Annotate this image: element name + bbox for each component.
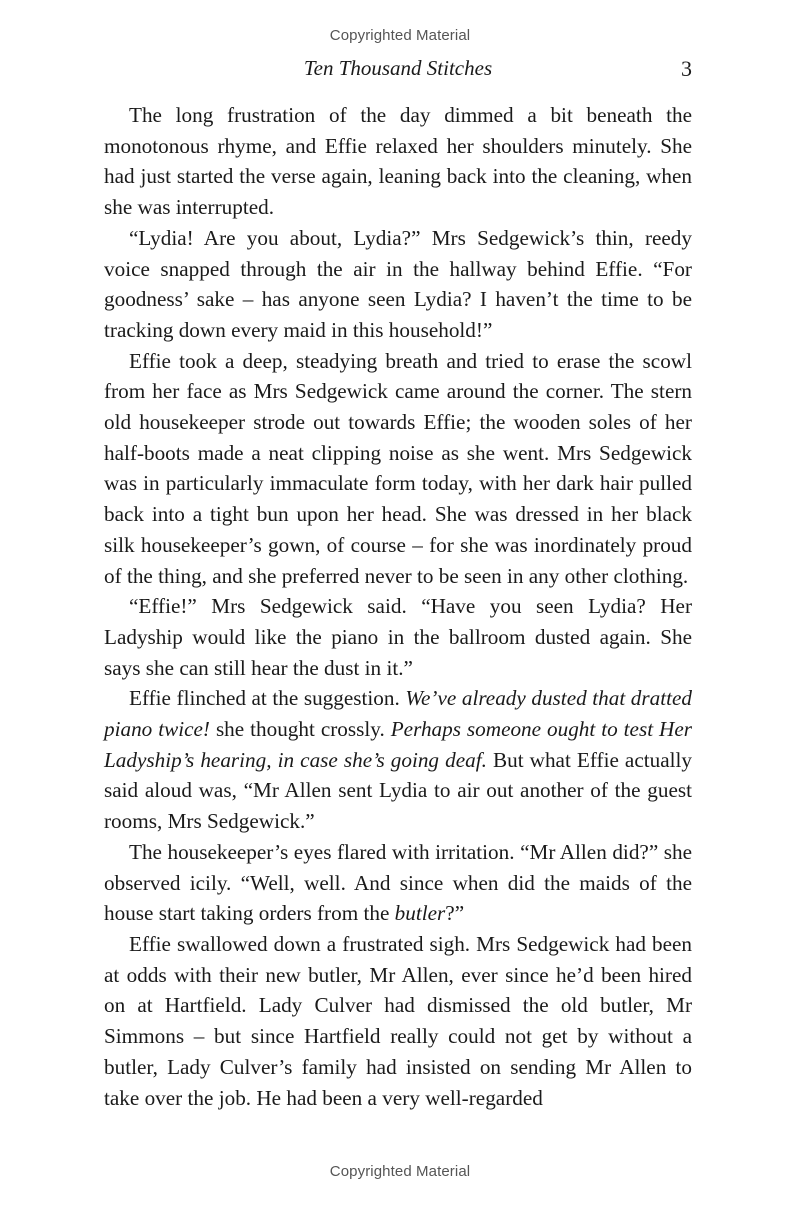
page-number: 3 bbox=[681, 56, 692, 81]
copyright-watermark-top: Copyrighted Material bbox=[329, 27, 471, 44]
paragraph-6-part-a: The housekeeper’s eyes flared with irritation. “Mr Allen did?” she observed icily. “Well, well. And since when did the maids of the house start taking orders from the bbox=[104, 839, 692, 926]
paragraph-1: The long frustration of the day dimmed a bit beneath the monotonous rhyme, and Effie relaxed her shoulders minutely. She had just started the verse again, leaning back into the cleaning, when she was interrupted. bbox=[104, 103, 692, 220]
body-text bbox=[104, 100, 692, 1113]
running-header bbox=[104, 56, 692, 86]
paragraph-6-emphasis: butler bbox=[394, 901, 446, 926]
copyright-watermark-bottom: Copyrighted Material bbox=[329, 1163, 471, 1180]
paragraph-6-part-c: ?” bbox=[445, 901, 465, 926]
paragraph-5-part-c: she thought crossly. bbox=[209, 717, 391, 742]
paragraph-5-part-a: Effie flinched at the suggestion. bbox=[129, 686, 406, 711]
paragraph-5-thought-2: Perhaps someone ought to test Her Ladyship’s hearing, in case she’s going deaf. bbox=[104, 717, 692, 772]
paragraph-2: “Lydia! Are you about, Lydia?” Mrs Sedgewick’s thin, reedy voice snapped through the air in the hallway behind Effie. “For goodness’ sake – has anyone seen Lydia? I haven’t the time to be tracking down every maid in this household!” bbox=[104, 225, 692, 342]
paragraph-6 bbox=[104, 837, 692, 929]
paragraph-5-thought-1: We’ve already dusted that dratted piano twice! bbox=[104, 686, 692, 742]
paragraph-5 bbox=[104, 683, 692, 837]
paragraph-5-part-e: But what Effie actually said aloud was, “Mr Allen sent Lydia to air out another of the guest rooms, Mrs Sedgewick.” bbox=[104, 747, 692, 834]
paragraph-3: Effie took a deep, steadying breath and tried to erase the scowl from her face as Mrs Sedgewick came around the corner. The stern old housekeeper strode out towards Effie; the wooden soles of her half-boots made a neat clipping noise as she went. Mrs Sedgewick was in particularly immaculate form today, with her dark hair pulled back into a tight bun upon her head. She was dressed in her black silk housekeeper’s gown, of course – for she was inordinately proud of the thing, and she preferred never to be seen in any other clothing. bbox=[104, 348, 692, 588]
paragraph-4: “Effie!” Mrs Sedgewick said. “Have you seen Lydia? Her Ladyship would like the piano in the ballroom dusted again. She says she can still hear the dust in it.” bbox=[104, 594, 692, 680]
paragraph-7: Effie swallowed down a frustrated sigh. Mrs Sedgewick had been at odds with their new butler, Mr Allen, ever since he’d been hired on at Hartfield. Lady Culver had dismissed the old butler, Mr Simmons – but since Hartfield really could not get by without a butler, Lady Culver’s family had insisted on sending Mr Allen to take over the job. He had been a very well-regarded bbox=[104, 931, 692, 1110]
running-title: Ten Thousand Stitches bbox=[303, 56, 493, 80]
